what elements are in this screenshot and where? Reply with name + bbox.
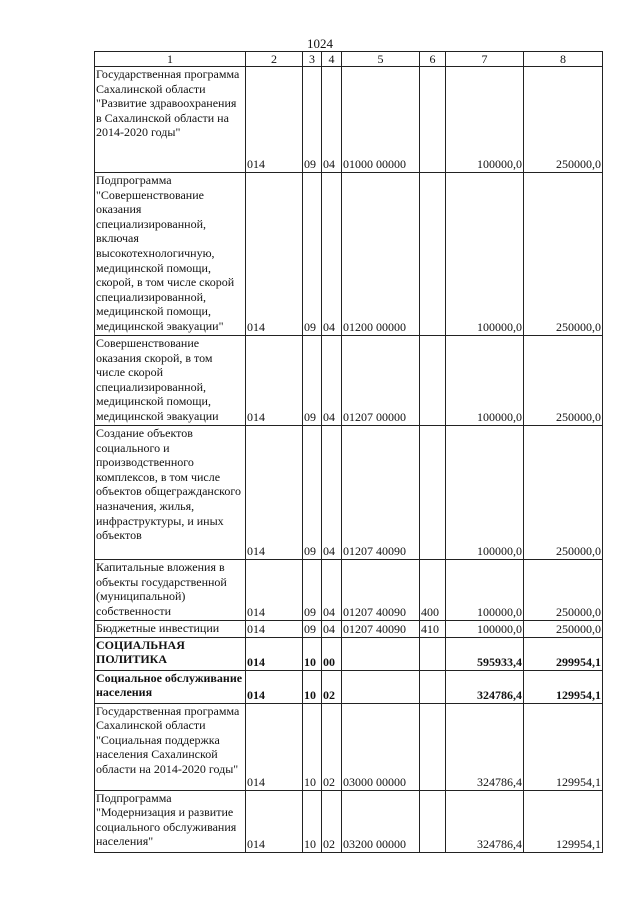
row-value: 250000,0: [524, 67, 603, 173]
row-cell: [342, 670, 420, 703]
row-cell: 014: [246, 790, 303, 852]
row-cell: 01207 40090: [342, 560, 420, 621]
row-cell: 04: [322, 621, 342, 638]
row-value: 129954,1: [524, 790, 603, 852]
header-cell: 6: [420, 52, 446, 67]
row-cell: 03000 00000: [342, 703, 420, 790]
row-value: 100000,0: [446, 67, 524, 173]
row-cell: [420, 703, 446, 790]
row-cell: 400: [420, 560, 446, 621]
row-cell: 10: [303, 703, 322, 790]
table-row: [95, 336, 603, 426]
row-value: 250000,0: [524, 173, 603, 336]
row-cell: [420, 67, 446, 173]
row-cell: 014: [246, 67, 303, 173]
row-cell: 04: [322, 67, 342, 173]
row-value: 250000,0: [524, 336, 603, 426]
row-cell: 01200 00000: [342, 173, 420, 336]
table-row: [95, 703, 603, 790]
row-cell: 014: [246, 703, 303, 790]
row-cell: [420, 670, 446, 703]
row-value: 595933,4: [446, 637, 524, 670]
row-cell: 014: [246, 336, 303, 426]
row-cell: 09: [303, 67, 322, 173]
row-name: Подпрограмма "Совершенствование оказания специализированной, включая высокотехнологичную, медицинской помощи, скорой, в том числе скорой специализированной, медицинской помощи, медицинской эвакуации": [95, 173, 246, 336]
row-value: 250000,0: [524, 621, 603, 638]
table-row: [95, 173, 603, 336]
row-cell: 410: [420, 621, 446, 638]
header-cell: 5: [342, 52, 420, 67]
row-name: Совершенствование оказания скорой, в том числе скорой специализированной, медицинской помощи, медицинской эвакуации: [95, 336, 246, 426]
row-cell: 014: [246, 670, 303, 703]
row-name: Капитальные вложения в объекты государственной (муниципальной) собственности: [95, 560, 246, 621]
row-value: 129954,1: [524, 670, 603, 703]
row-cell: 014: [246, 560, 303, 621]
table-row: [95, 426, 603, 560]
budget-table: [94, 51, 603, 853]
row-cell: 09: [303, 336, 322, 426]
row-value: 100000,0: [446, 560, 524, 621]
row-value: 100000,0: [446, 173, 524, 336]
row-value: 250000,0: [524, 426, 603, 560]
row-cell: 02: [322, 703, 342, 790]
row-cell: [420, 790, 446, 852]
row-cell: [420, 637, 446, 670]
row-cell: 01000 00000: [342, 67, 420, 173]
row-name: Социальное обслуживание населения: [95, 670, 246, 703]
row-cell: 01207 00000: [342, 336, 420, 426]
row-value: 100000,0: [446, 426, 524, 560]
row-cell: 014: [246, 173, 303, 336]
row-name: Создание объектов социального и производственного комплексов, в том числе объектов общегражданского назначения, жилья, инфраструктуры, и иных объектов: [95, 426, 246, 560]
row-value: 299954,1: [524, 637, 603, 670]
row-value: 100000,0: [446, 621, 524, 638]
header-cell: 1: [95, 52, 246, 67]
row-cell: 02: [322, 790, 342, 852]
row-cell: 014: [246, 426, 303, 560]
row-value: 324786,4: [446, 790, 524, 852]
row-cell: 09: [303, 560, 322, 621]
row-cell: [420, 426, 446, 560]
row-cell: 09: [303, 621, 322, 638]
row-cell: 03200 00000: [342, 790, 420, 852]
table-row: [95, 67, 603, 173]
row-value: 100000,0: [446, 336, 524, 426]
row-cell: 04: [322, 336, 342, 426]
header-cell: 2: [246, 52, 303, 67]
row-cell: 10: [303, 670, 322, 703]
row-cell: 014: [246, 621, 303, 638]
row-cell: [420, 173, 446, 336]
row-cell: 04: [322, 426, 342, 560]
row-value: 250000,0: [524, 560, 603, 621]
row-cell: 10: [303, 637, 322, 670]
row-cell: 10: [303, 790, 322, 852]
row-value: 129954,1: [524, 703, 603, 790]
header-cell: 8: [524, 52, 603, 67]
header-cell: 3: [303, 52, 322, 67]
row-name: Подпрограмма "Модернизация и развитие социального обслуживания населения": [95, 790, 246, 852]
row-value: 324786,4: [446, 703, 524, 790]
row-cell: 00: [322, 637, 342, 670]
row-value: 324786,4: [446, 670, 524, 703]
row-cell: [420, 336, 446, 426]
row-name: Бюджетные инвестиции: [95, 621, 246, 638]
table-row: [95, 621, 603, 638]
row-cell: 01207 40090: [342, 621, 420, 638]
row-cell: 02: [322, 670, 342, 703]
row-cell: 04: [322, 560, 342, 621]
header-cell: 7: [446, 52, 524, 67]
table-row: [95, 637, 603, 670]
table-row: [95, 670, 603, 703]
row-cell: [342, 637, 420, 670]
header-row: [95, 52, 603, 67]
table-row: [95, 790, 603, 852]
row-name: СОЦИАЛЬНАЯ ПОЛИТИКА: [95, 637, 246, 670]
table-row: [95, 560, 603, 621]
page-number: 1024: [307, 36, 333, 51]
row-cell: 09: [303, 173, 322, 336]
header-cell: 4: [322, 52, 342, 67]
row-cell: 01207 40090: [342, 426, 420, 560]
row-cell: 09: [303, 426, 322, 560]
row-name: Государственная программа Сахалинской области "Развитие здравоохранения в Сахалинской области на 2014-2020 годы": [95, 67, 246, 173]
row-cell: 014: [246, 637, 303, 670]
row-cell: 04: [322, 173, 342, 336]
row-name: Государственная программа Сахалинской области "Социальная поддержка населения Сахалинской области на 2014-2020 годы": [95, 703, 246, 790]
